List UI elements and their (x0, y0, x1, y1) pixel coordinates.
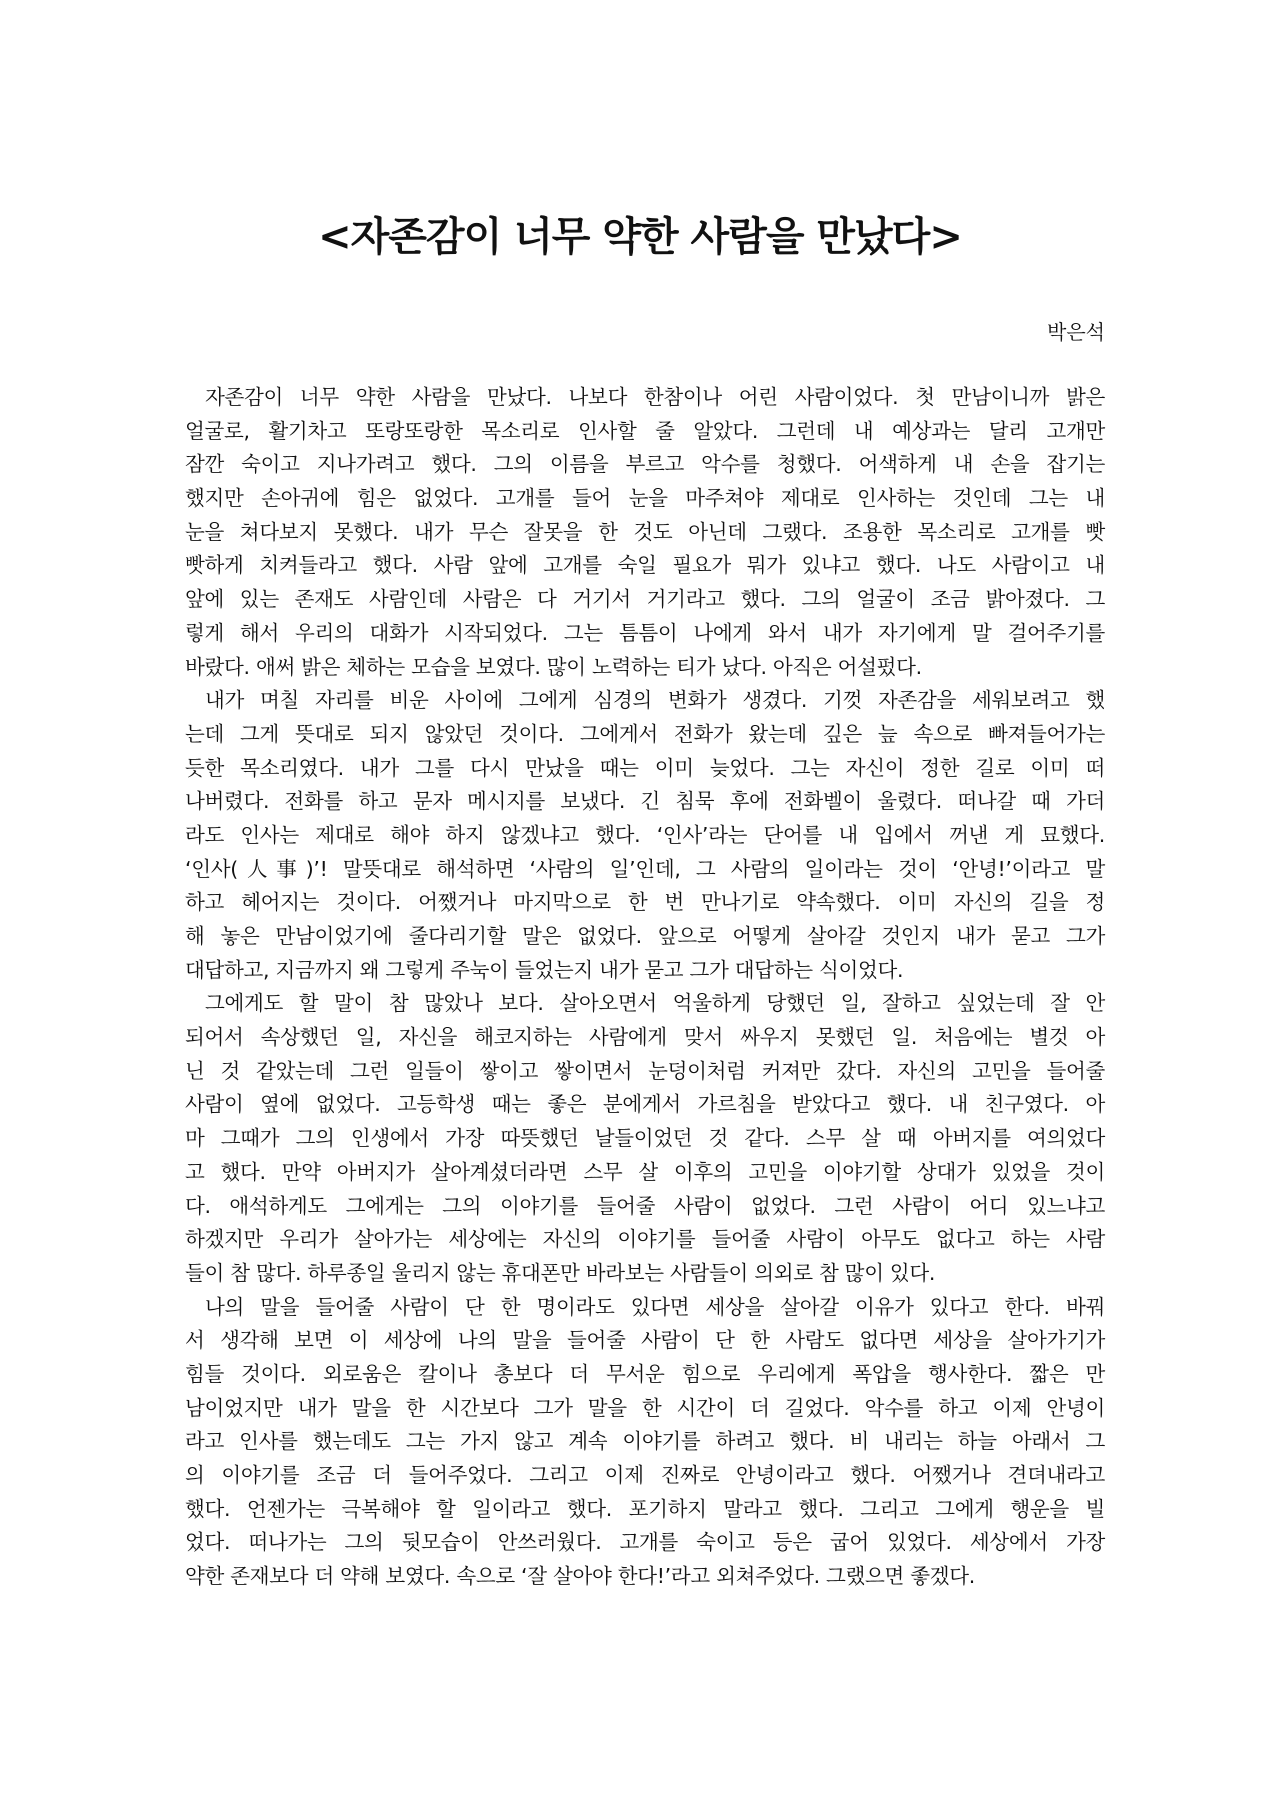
text-line: 나의 말을 들어줄 사람이 단 한 명이라도 있다면 세상을 살아갈 이유가 있다고 한다. 바꿔 (205, 1294, 1105, 1319)
text-line: 듯한 목소리였다. 내가 그를 다시 만났을 때는 이미 늦었다. 그는 자신이 정한 길로 이미 떠 (185, 755, 1105, 780)
text-line: 힘들 것이다. 외로움은 칼이나 총보다 더 무서운 힘으로 우리에게 폭압을 행사한다. 짧은 만 (185, 1361, 1105, 1386)
paragraph (185, 987, 1105, 1290)
text-line: 되어서 속상했던 일, 자신을 해코지하는 사람에게 맞서 싸우지 못했던 일. 처음에는 별것 아 (185, 1025, 1105, 1050)
text-line: 들이 참 많다. 하루종일 울리지 않는 휴대폰만 바라보는 사람들이 의외로 참 많이 있다. (185, 1260, 936, 1285)
text-line: 라도 인사는 제대로 해야 하지 않겠냐고 했다. ‘인사’라는 단어를 내 입에서 꺼낸 게 묘했다. (185, 822, 1105, 847)
text-line: 하고 헤어지는 것이다. 어쨌거나 마지막으로 한 번 만나기로 약속했다. 이미 자신의 길을 정 (185, 890, 1105, 915)
text-line: 빳하게 치켜들라고 했다. 사람 앞에 고개를 숙일 필요가 뭐가 있냐고 했다. 나도 사람이고 내 (185, 553, 1105, 578)
text-line: 잠깐 숙이고 지나가려고 했다. 그의 이름을 부르고 악수를 청했다. 어색하게 내 손을 잡기는 (185, 452, 1105, 477)
paragraph (185, 684, 1105, 987)
document-body (185, 381, 1105, 1594)
text-line: 했지만 손아귀에 힘은 없었다. 고개를 들어 눈을 마주쳐야 제대로 인사하는 것인데 그는 내 (185, 486, 1105, 511)
text-line: 했다. 언젠가는 극복해야 할 일이라고 했다. 포기하지 말라고 했다. 그리고 그에게 행운을 빌 (185, 1496, 1105, 1521)
text-line: 하겠지만 우리가 살아가는 세상에는 자신의 이야기를 들어줄 사람이 아무도 없다고 하는 사람 (185, 1227, 1105, 1252)
text-line: 남이었지만 내가 말을 한 시간보다 그가 말을 한 시간이 더 길었다. 악수를 하고 이제 안녕이 (185, 1395, 1105, 1420)
text-line: 그에게도 할 말이 참 많았나 보다. 살아오면서 억울하게 당했던 일, 잘하고 싶었는데 잘 안 (205, 991, 1105, 1016)
text-line: 눈을 쳐다보지 못했다. 내가 무슨 잘못을 한 것도 아닌데 그랬다. 조용한 목소리로 고개를 빳 (185, 519, 1105, 544)
document-title: <자존감이 너무 약한 사람을 만났다> (318, 213, 962, 260)
author-name: 박은석 (1047, 320, 1105, 344)
text-line: 자존감이 너무 약한 사람을 만났다. 나보다 한참이나 어린 사람이었다. 첫 만남이니까 밝은 (205, 385, 1105, 409)
text-line: 대답하고, 지금까지 왜 그렇게 주눅이 들었는지 내가 묻고 그가 대답하는 식이었다. (185, 957, 904, 982)
text-line: 라고 인사를 했는데도 그는 가지 않고 계속 이야기를 하려고 했다. 비 내리는 하늘 아래서 그 (185, 1429, 1105, 1454)
text-line: 닌 것 같았는데 그런 일들이 쌓이고 쌓이면서 눈덩이처럼 커져만 갔다. 자신의 고민을 들어줄 (185, 1058, 1105, 1083)
text-line: 사람이 옆에 없었다. 고등학생 때는 좋은 분에게서 가르침을 받았다고 했다. 내 친구였다. 아 (185, 1092, 1105, 1117)
text-line: 고 했다. 만약 아버지가 살아계셨더라면 스무 살 이후의 고민을 이야기할 상대가 있었을 것이 (185, 1159, 1105, 1184)
text-line: 해 놓은 만남이었기에 줄다리기할 말은 없었다. 앞으로 어떻게 살아갈 것인지 내가 묻고 그가 (185, 924, 1105, 948)
text-line: 마 그때가 그의 인생에서 가장 따뜻했던 날들이었던 것 같다. 스무 살 때 아버지를 여의었다 (185, 1126, 1105, 1151)
text-line: 다. 애석하게도 그에게는 그의 이야기를 들어줄 사람이 없었다. 그런 사람이 어디 있느냐고 (185, 1193, 1105, 1218)
paragraph (185, 1291, 1105, 1594)
text-line: 었다. 떠나가는 그의 뒷모습이 안쓰러웠다. 고개를 숙이고 등은 굽어 있었다. 세상에서 가장 (185, 1530, 1105, 1555)
text-line: 약한 존재보다 더 약해 보였다. 속으로 ‘잘 살아야 한다!’라고 외쳐주었다. 그랬으면 좋겠다. (185, 1564, 975, 1589)
text-line: ‘인사(人事)’! 말뜻대로 해석하면 ‘사람의 일’인데, 그 사람의 일이라는 것이 ‘안녕!’이라고 말 (185, 856, 1105, 881)
text-line: 의 이야기를 조금 더 들어주었다. 그리고 이제 진짜로 안녕이라고 했다. 어쨌거나 견뎌내라고 (185, 1463, 1105, 1487)
text-line: 는데 그게 뜻대로 되지 않았던 것이다. 그에게서 전화가 왔는데 깊은 늪 속으로 빠져들어가는 (185, 721, 1105, 746)
text-line: 서 생각해 보면 이 세상에 나의 말을 들어줄 사람이 단 한 사람도 없다면 세상을 살아가기가 (185, 1328, 1105, 1353)
text-line: 내가 며칠 자리를 비운 사이에 그에게 심경의 변화가 생겼다. 기껏 자존감을 세워보려고 했 (205, 688, 1105, 713)
text-line: 바랐다. 애써 밝은 체하는 모습을 보였다. 많이 노력하는 티가 났다. 아직은 어설펐다. (185, 654, 922, 679)
text-line: 앞에 있는 존재도 사람인데 사람은 다 거기서 거기라고 했다. 그의 얼굴이 조금 밝아졌다. 그 (185, 587, 1105, 612)
paragraph (185, 381, 1105, 684)
text-line: 나버렸다. 전화를 하고 문자 메시지를 보냈다. 긴 침묵 후에 전화벨이 울렸다. 떠나갈 때 가더 (185, 789, 1105, 814)
text-line: 렇게 해서 우리의 대화가 시작되었다. 그는 틈틈이 나에게 와서 내가 자기에게 말 걸어주기를 (185, 620, 1105, 645)
text-line: 얼굴로, 활기차고 또랑또랑한 목소리로 인사할 줄 알았다. 그런데 내 예상과는 달리 고개만 (185, 418, 1105, 443)
